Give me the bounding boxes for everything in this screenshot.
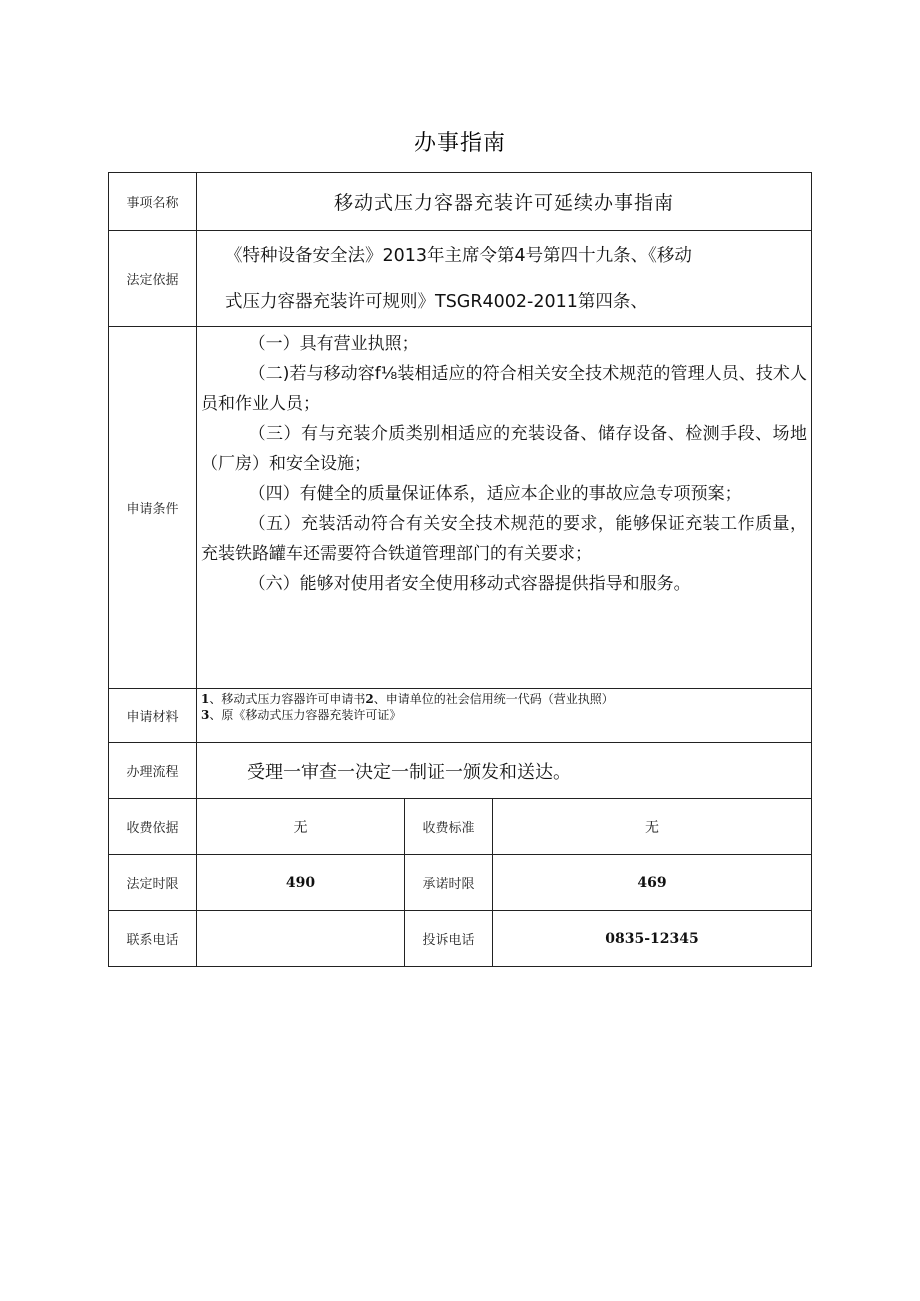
materials-value bbox=[197, 689, 812, 743]
condition-item: （一）具有营业执照； bbox=[248, 334, 419, 354]
promised-time-value: 469 bbox=[493, 855, 812, 911]
process-value: 受理一审查一决定一制证一颁发和送达。 bbox=[197, 743, 812, 799]
item-name-label: 事项名称 bbox=[109, 173, 197, 231]
contact-phone-label: 联系电话 bbox=[109, 911, 197, 967]
materials-line bbox=[201, 691, 807, 707]
fee-standard-label: 收费标准 bbox=[405, 799, 493, 855]
contact-phone-value bbox=[197, 911, 405, 967]
legal-time-value: 490 bbox=[197, 855, 405, 911]
material-text: 、申请单位的社会信用统一代码（营业执照） bbox=[373, 692, 614, 706]
material-number: 1 bbox=[201, 692, 210, 706]
guide-table bbox=[108, 172, 812, 967]
fee-basis-label: 收费依据 bbox=[109, 799, 197, 855]
page-title: 办事指南 bbox=[413, 131, 506, 156]
materials-label: 申请材料 bbox=[109, 689, 197, 743]
complaint-phone-value: 0835-12345 bbox=[493, 911, 812, 967]
legal-basis-value bbox=[197, 231, 812, 327]
material-text: 、移动式压力容器许可申请书 bbox=[209, 692, 366, 706]
fee-standard-value: 无 bbox=[493, 799, 812, 855]
condition-item: （二)若与移动容f⅛装相适应的符合相关安全技术规范的管理人员、技术人员和作业人员； bbox=[201, 364, 807, 414]
row-contacts bbox=[109, 911, 812, 967]
material-number: 3 bbox=[201, 708, 210, 722]
row-materials bbox=[109, 689, 812, 743]
condition-item: （三）有与充装介质类别相适应的充装设备、储存设备、检测手段、场地（厂房）和安全设施； bbox=[201, 424, 807, 474]
promised-time-label: 承诺时限 bbox=[405, 855, 493, 911]
legal-basis-label: 法定依据 bbox=[109, 231, 197, 327]
row-item-name bbox=[109, 173, 812, 231]
condition-item: （五）充装活动符合有关安全技术规范的要求，能够保证充装工作质量，充装铁路罐车还需要符合铁道管理部门的有关要求； bbox=[201, 514, 807, 564]
material-text: 、原《移动式压力容器充装许可证》 bbox=[209, 708, 402, 722]
materials-line bbox=[201, 707, 807, 723]
row-fees bbox=[109, 799, 812, 855]
item-name-value: 移动式压力容器充装许可延续办事指南 bbox=[197, 173, 812, 231]
legal-time-label: 法定时限 bbox=[109, 855, 197, 911]
condition-item: （四）有健全的质量保证体系，适应本企业的事故应急专项预案； bbox=[248, 484, 742, 504]
condition-item: （六）能够对使用者安全使用移动式容器提供指导和服务。 bbox=[248, 574, 691, 594]
complaint-phone-label: 投诉电话 bbox=[405, 911, 493, 967]
conditions-value bbox=[197, 327, 812, 689]
row-legal-basis bbox=[109, 231, 812, 327]
row-conditions bbox=[109, 327, 812, 689]
process-label: 办理流程 bbox=[109, 743, 197, 799]
legal-basis-line: 式压力容器充装许可规则》TSGR4002-2011第四条、 bbox=[225, 291, 648, 312]
row-time-limits bbox=[109, 855, 812, 911]
row-process bbox=[109, 743, 812, 799]
conditions-label: 申请条件 bbox=[109, 327, 197, 689]
material-number: 2 bbox=[365, 692, 374, 706]
legal-basis-line: 《特种设备安全法》2013年主席令第4号第四十九条、《移动 bbox=[225, 245, 692, 266]
fee-basis-value: 无 bbox=[197, 799, 405, 855]
